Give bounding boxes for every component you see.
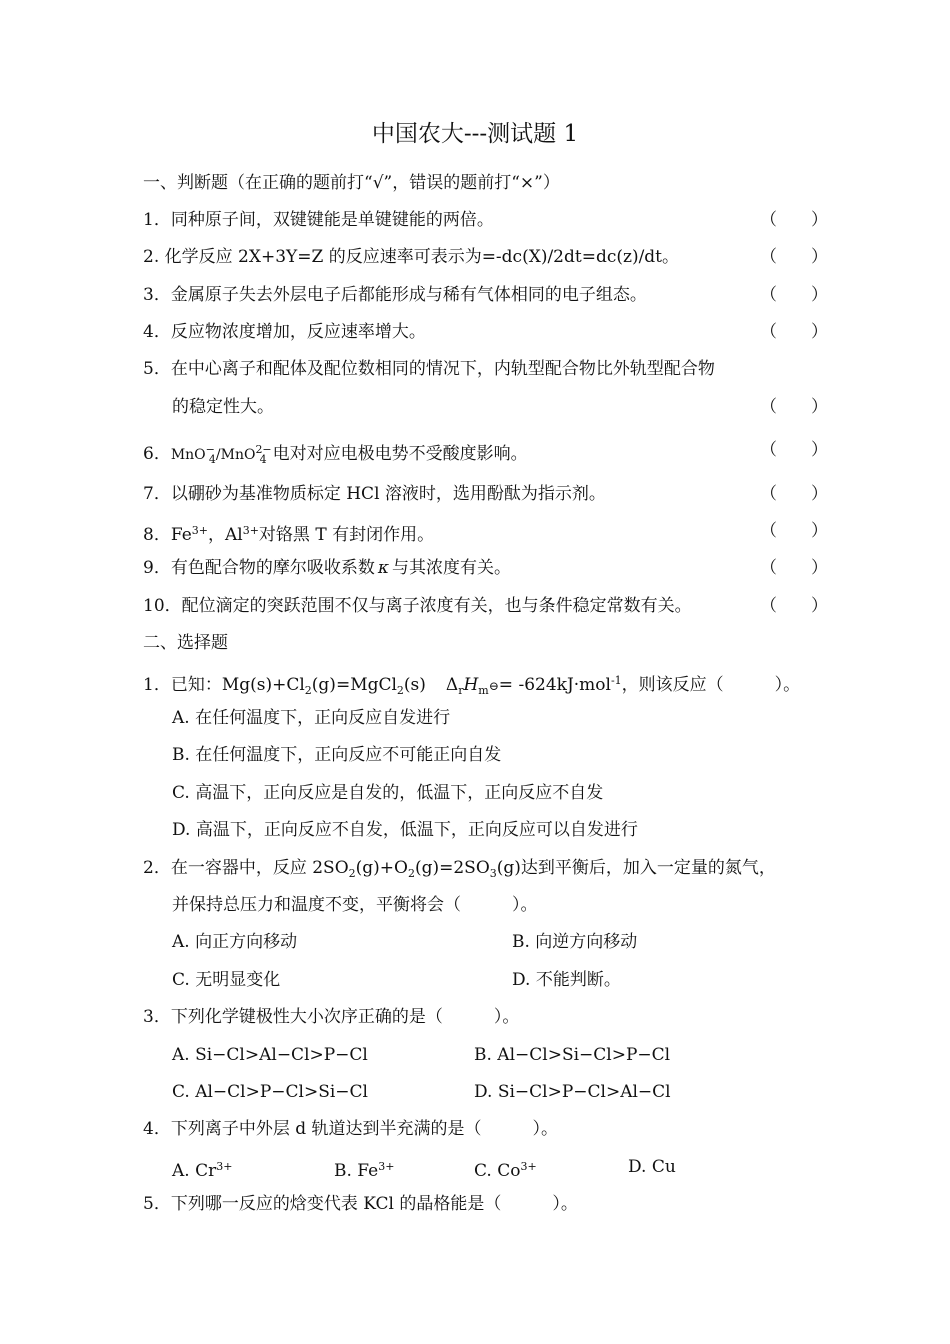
judgment-item-10 [143, 595, 692, 617]
judgment-item-5-continued: 的稳定性大。 [172, 397, 274, 417]
item-number: 5． [143, 359, 171, 379]
answer-paren-2[interactable]: （ ） [760, 247, 828, 267]
judgment-item-5 [143, 358, 715, 380]
q3-option-a[interactable]: A. Si−Cl>Al−Cl>P−Cl [172, 1045, 368, 1065]
item-number: 10． [143, 596, 182, 616]
answer-paren-3[interactable]: （ ） [760, 285, 828, 305]
item-text: 以硼砂为基准物质标定 HCl 溶液时，选用酚酞为指示剂。 [170, 484, 606, 504]
answer-paren-1[interactable]: （ ） [760, 210, 828, 230]
judgment-item-1 [143, 209, 494, 231]
section-heading-judgment: 一、判断题（在正确的题前打“√”，错误的题前打“×”） [143, 173, 560, 193]
kappa-symbol: κ [377, 558, 389, 578]
answer-paren-4[interactable]: （ ） [760, 322, 828, 342]
judgment-item-8: 8．$Fe^{3+}$，$Al^{3+}$对铬黑 T 有封闭作用。 [143, 524, 435, 545]
q3-option-c[interactable]: C. Al−Cl>P−Cl>Si−Cl [172, 1082, 368, 1102]
item-number: 9． [143, 558, 171, 578]
judgment-item-4 [143, 321, 426, 343]
q1-option-b[interactable]: B. 在任何温度下，正向反应不可能正向自发 [172, 745, 502, 765]
judgment-item-2 [143, 246, 679, 268]
judgment-item-9: 9．有色配合物的摩尔吸收系数 κ 与其浓度有关。 [143, 558, 511, 578]
formula-mno4: MnO−$_4$/MnO$^{2-}_4$ [170, 443, 272, 466]
choice-question-1: 1．已知：$Mg(s)+Cl_2(g)=MgCl_2(s)$ $\Delta_rH_m⊖= -624kJ\cdot mol^{-1}$，则该反应（ ）。 [143, 674, 801, 697]
item-text: 化学反应 2X+3Y=Z 的反应速率可表示为=-dc(X)/2dt=dc(z)/dt。 [164, 247, 680, 267]
q1-option-a[interactable]: A. 在任何温度下，正向反应自发进行 [172, 708, 451, 728]
item-number: 1． [143, 210, 171, 230]
answer-paren-10[interactable]: （ ） [760, 596, 828, 616]
choice-question-5: 5．下列哪一反应的焓变代表 KCl 的晶格能是（ ）。 [143, 1194, 578, 1214]
answer-paren-7[interactable]: （ ） [760, 484, 828, 504]
item-text: 配位滴定的突跃范围不仅与离子浓度有关，也与条件稳定常数有关。 [181, 596, 692, 616]
item-text: 电对对应电极电势不受酸度影响。 [272, 444, 528, 464]
item-number: 7． [143, 484, 171, 504]
judgment-item-6 [143, 439, 528, 471]
q3-option-d[interactable]: D. Si−Cl>P−Cl>Al−Cl [474, 1082, 671, 1102]
q1-option-d[interactable]: D. 高温下，正向反应不自发，低温下，正向反应可以自发进行 [172, 820, 638, 840]
q1-option-c[interactable]: C. 高温下，正向反应是自发的，低温下，正向反应不自发 [172, 783, 604, 803]
page-title: 中国农大---测试题 1 [371, 121, 579, 147]
choice-question-3: 3．下列化学键极性大小次序正确的是（ ）。 [143, 1007, 520, 1027]
q4-option-c[interactable]: C. $Co^{3+}$ [474, 1160, 537, 1181]
answer-paren-9[interactable]: （ ） [760, 558, 828, 578]
item-number: 2. [143, 247, 165, 267]
item-text: 金属原子失去外层电子后都能形成与稀有气体相同的电子组态。 [170, 285, 647, 305]
q2-option-c[interactable]: C. 无明显变化 [172, 970, 281, 990]
item-text: 在中心离子和配体及配位数相同的情况下，内轨型配合物比外轨型配合物 [170, 359, 715, 379]
q2-option-b[interactable]: B. 向逆方向移动 [512, 932, 638, 952]
item-number: 4． [143, 322, 171, 342]
item-text: 反应物浓度增加，反应速率增大。 [170, 322, 426, 342]
choice-question-2: 2．在一容器中，反应 $2SO_2(g)+O_2(g)=2SO_3(g)$达到平衡后，加入一定量的氮气， [143, 858, 776, 880]
answer-paren-6[interactable]: （ ） [760, 440, 828, 460]
q4-option-b[interactable]: B. $Fe^{3+}$ [334, 1160, 395, 1181]
q2-option-a[interactable]: A. 向正方向移动 [172, 932, 298, 952]
section-heading-choice: 二、选择题 [143, 633, 228, 653]
q2-option-d[interactable]: D. 不能判断。 [512, 970, 621, 990]
q3-option-b[interactable]: B. Al−Cl>Si−Cl>P−Cl [474, 1045, 671, 1065]
q4-option-a[interactable]: A. $Cr^{3+}$ [172, 1160, 233, 1181]
judgment-item-7 [143, 483, 606, 505]
item-number: 3． [143, 285, 171, 305]
judgment-item-3 [143, 284, 647, 306]
item-number: 6． [143, 444, 171, 464]
choice-question-4: 4．下列离子中外层 d 轨道达到半充满的是（ ）。 [143, 1119, 559, 1139]
item-text: 同种原子间，双键键能是单键键能的两倍。 [170, 210, 494, 230]
item-number: 8． [143, 525, 171, 545]
q4-option-d[interactable]: D. Cu [628, 1157, 676, 1177]
answer-paren-8[interactable]: （ ） [760, 521, 828, 541]
choice-question-2-continued: 并保持总压力和温度不变，平衡将会（ ）。 [172, 895, 538, 915]
answer-paren-5[interactable]: （ ） [760, 397, 828, 417]
